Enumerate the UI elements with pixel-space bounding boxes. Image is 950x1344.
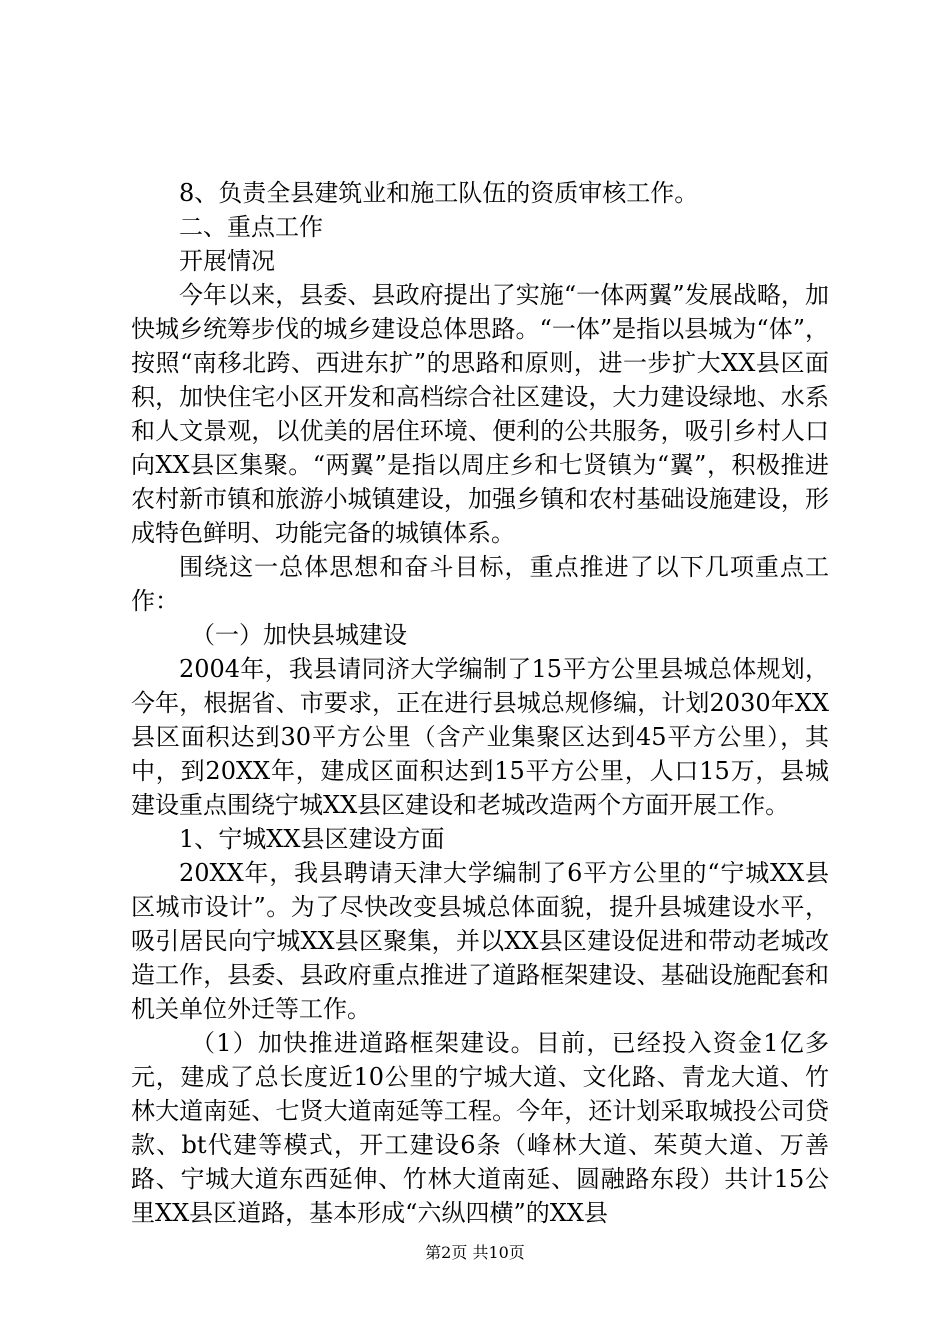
subheading-new-district: 1、宁城XX县区建设方面 xyxy=(179,825,445,853)
paragraph-strategy: 今年以来，县委、县政府提出了实施“一体两翼”发展战略，加快城乡统筹步伐的城乡建设总体思路。“一体”是指以县城为“体”，按照“南移北跨、西进东扩”的思路和原则，进一步扩大XX县区面积，加快住宅小区开发和高档综合社区建设，大力建设绿地、水系和人文景观，以优美的居住环境、便利的公共服务，吸引乡村人口向XX县区集聚。“两翼”是指以周庄乡和七贤镇为“翼”，积极推进农村新市镇和旅游小城镇建设，加强乡镇和农村基础设施建设，形成特色鲜明、功能完备的城镇体系。 xyxy=(131,281,829,547)
paragraph-focus: 围绕这一总体思想和奋斗目标，重点推进了以下几项重点工作： xyxy=(131,553,829,615)
subheading-progress: 开展情况 xyxy=(179,247,275,275)
paragraph-master-plan: 2004年，我县请同济大学编制了15平方公里县城总体规划，今年，根据省、市要求，正在进行县城总规修编，计划2030年XX县区面积达到30平方公里（含产业集聚区达到45平方公里），其中，到20XX年，建成区面积达到15平方公里，人口15万，县城建设重点围绕宁城XX县区建设和老城改造两个方面开展工作。 xyxy=(131,655,829,819)
subheading-county-construction: （一）加快县城建设 xyxy=(191,621,407,649)
page-footer: 第2页 共10页 xyxy=(425,1243,525,1262)
duty-item-8: 8、负责全县建筑业和施工队伍的资质审核工作。 xyxy=(179,179,699,207)
document-body xyxy=(131,176,829,1230)
paragraph-urban-design: 20XX年，我县聘请天津大学编制了6平方公里的“宁城XX县区城市设计”。为了尽快改变县城总体面貌，提升县城建设水平，吸引居民向宁城XX县区聚集，并以XX县区建设促进和带动老城改造工作，县委、县政府重点推进了道路框架建设、基础设施配套和机关单位外迁等工作。 xyxy=(131,859,829,1023)
section-heading-key-work: 二、重点工作 xyxy=(179,213,323,241)
paragraph-road-framework: （1）加快推进道路框架建设。目前，已经投入资金1亿多元，建成了总长度近10公里的宁城大道、文化路、青龙大道、竹林大道南延、七贤大道南延等工程。今年，还计划采取城投公司贷款、bt代建等模式，开工建设6条（峰林大道、茱萸大道、万善路、宁城大道东西延伸、竹林大道南延、圆融路东段）共计15公里XX县区道路，基本形成“六纵四横”的XX县 xyxy=(131,1029,829,1227)
